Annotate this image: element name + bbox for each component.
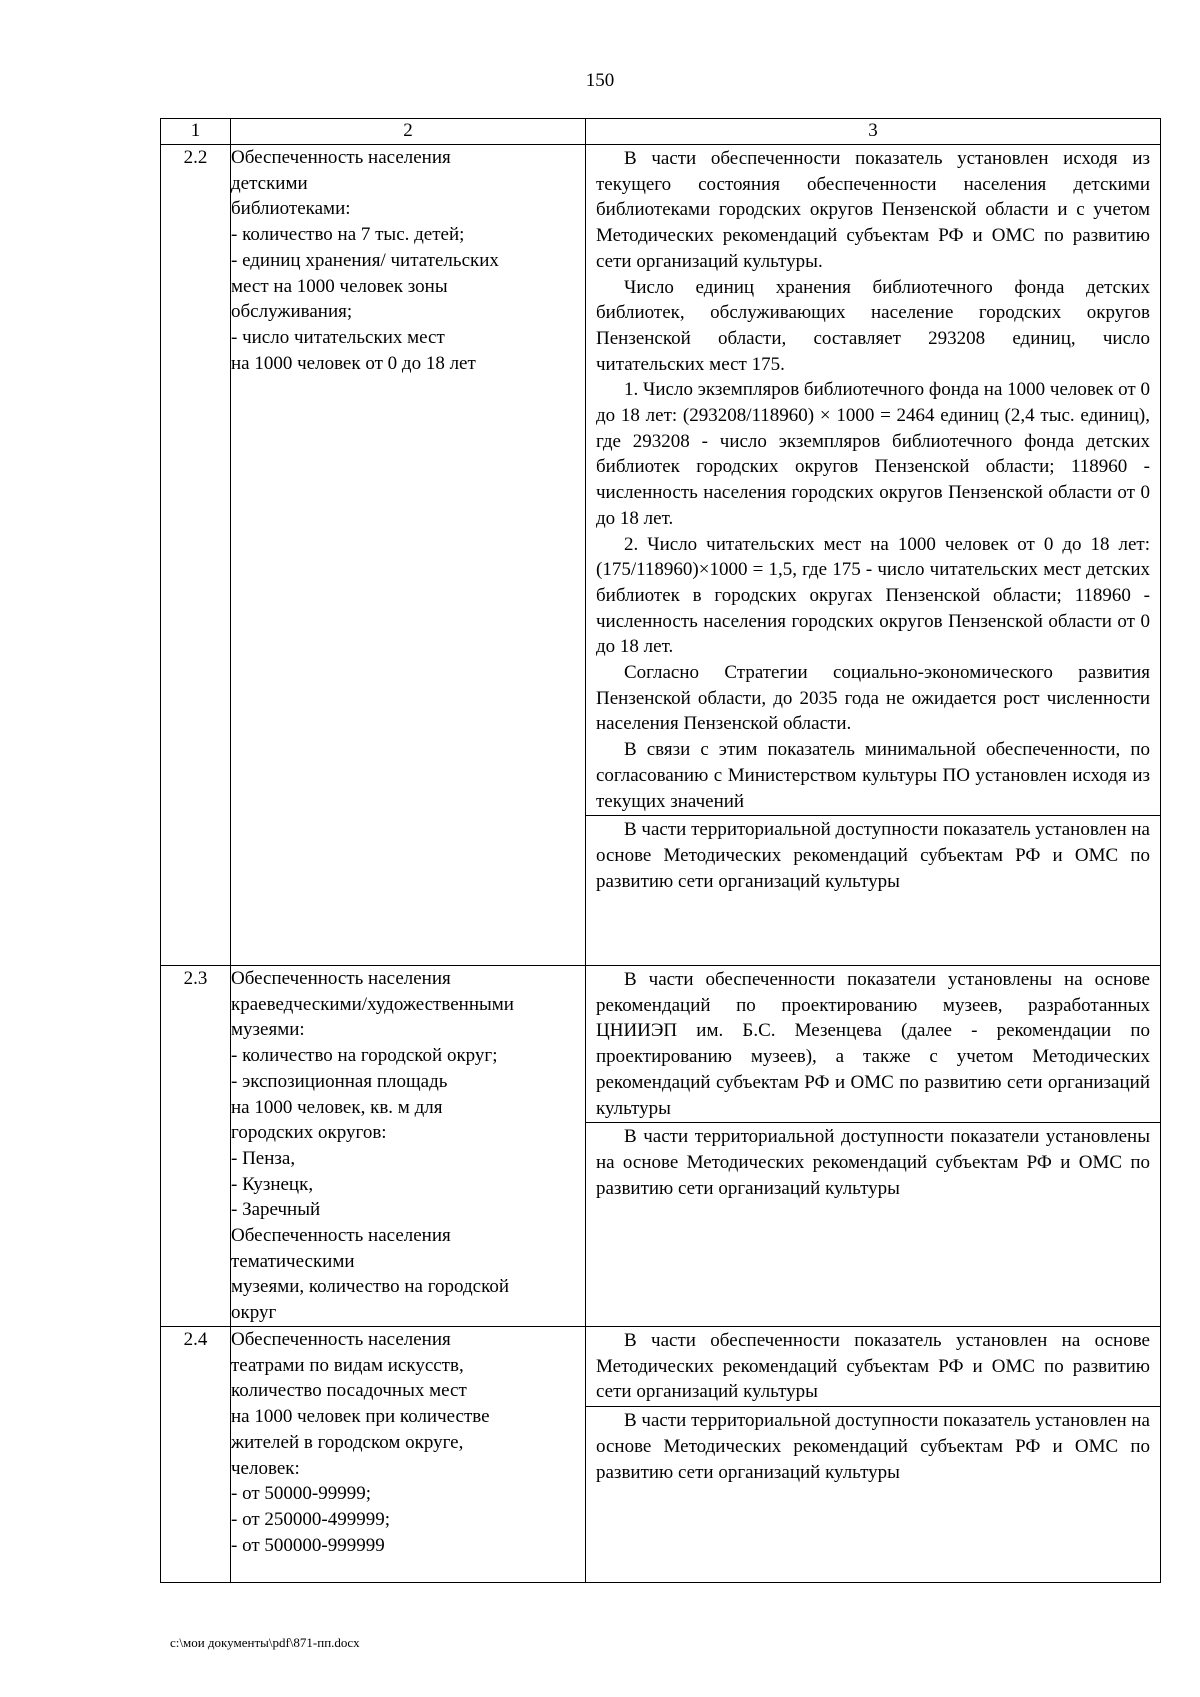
table-row <box>161 1327 1161 1583</box>
explanation-paragraph: В части обеспеченности показатели установлены на основе рекомендаций по проектированию музеев, разработанных ЦНИИЭП им. Б.С. Мезенцева (далее - рекомендации по проектированию музеев), а также с учетом Методических рекомендаций субъектам РФ и ОМС по развитию сети организаций культуры <box>596 969 1150 1119</box>
indicator-cell <box>231 966 586 1327</box>
explanation-cell <box>586 966 1161 1327</box>
indicator-line: - количество на городской округ; <box>231 1045 498 1067</box>
indicator-line: библиотеками: <box>231 198 351 220</box>
explanation-paragraph: В части территориальной доступности показатели установлены на основе Методических рекомендаций субъектам РФ и ОМС по развитию сети организаций культуры <box>596 1126 1150 1199</box>
indicator-line: - единиц хранения/ читательских <box>231 249 499 271</box>
table-header-row <box>161 119 1161 145</box>
indicator-line: жителей в городском округе, <box>231 1431 464 1453</box>
explanation-paragraph: В части территориальной доступности показатель установлен на основе Методических рекомендаций субъектам РФ и ОМС по развитию сети организаций культуры <box>596 819 1150 892</box>
indicator-line: на 1000 человек, кв. м для <box>231 1096 443 1118</box>
indicator-line: - Кузнецк, <box>231 1173 314 1195</box>
indicator-line: музеями, количество на городской <box>231 1276 510 1298</box>
indicator-line: - количество на 7 тыс. детей; <box>231 224 465 246</box>
row-number: 2.2 <box>161 145 231 966</box>
header-col-1: 1 <box>161 119 231 145</box>
indicator-line: детскими <box>231 172 308 194</box>
explanation-paragraph: 2. Число читательских мест на 1000 человек от 0 до 18 лет: (175/118960)×1000 = 1,5, где 175 - число читательских мест детских библиотек в городских округах Пензенской области; 118960 - численность населения городских округов Пензенской области от 0 до 18 лет. <box>596 533 1150 658</box>
table-row <box>161 966 1161 1327</box>
explanation-paragraph: 1. Число экземпляров библиотечного фонда на 1000 человек от 0 до 18 лет: (293208/118960) × 1000 = 2464 единиц (2,4 тыс. единиц), где 293208 - число экземпляров библиотечного фонда детских библиотек городских округов Пензенской области; 118960 - численность населения городских округов Пензенской области от 0 до 18 лет. <box>596 379 1150 529</box>
indicator-line: обслуживания; <box>231 301 353 323</box>
indicator-line: - от 250000-499999; <box>231 1508 390 1530</box>
row-number: 2.4 <box>161 1327 231 1583</box>
indicator-line: округ <box>231 1302 277 1324</box>
indicator-line: - Пенза, <box>231 1147 296 1169</box>
indicator-table <box>160 118 1161 1583</box>
indicator-line: краеведческими/художественными <box>231 993 514 1015</box>
explanation-segment-accessibility <box>586 1122 1160 1202</box>
explanation-paragraph: В части территориальной доступности показатель установлен на основе Методических рекомендаций субъектам РФ и ОМС по развитию сети организаций культуры <box>596 1410 1150 1483</box>
explanation-segment-provision <box>586 966 1160 1122</box>
explanation-segment-provision <box>586 1327 1160 1406</box>
indicator-line: человек: <box>231 1457 300 1479</box>
file-path-footer: c:\мои документы\pdf\871-пп.docx <box>170 1635 360 1650</box>
indicator-cell <box>231 1327 586 1583</box>
table-row <box>161 145 1161 966</box>
explanation-segment-accessibility <box>586 1406 1160 1486</box>
indicator-cell <box>231 145 586 966</box>
indicator-line: - от 50000-99999; <box>231 1483 371 1505</box>
indicator-line: - число читательских мест <box>231 326 445 348</box>
indicator-line: Обеспеченность населения <box>231 1329 451 1350</box>
header-col-2: 2 <box>231 119 586 145</box>
explanation-paragraph: Согласно Стратегии социально-экономического развития Пензенской области, до 2035 года не ожидается рост численности населения Пензенской области. <box>596 662 1150 735</box>
explanation-segment-accessibility <box>586 815 1160 895</box>
indicator-line: тематическими <box>231 1250 355 1272</box>
indicator-line: театрами по видам искусств, <box>231 1354 464 1376</box>
header-col-3: 3 <box>586 119 1161 145</box>
explanation-segment-provision <box>586 145 1160 815</box>
indicator-line: Обеспеченность населения <box>231 968 451 989</box>
row-number: 2.3 <box>161 966 231 1327</box>
indicator-line: количество посадочных мест <box>231 1380 467 1402</box>
explanation-paragraph: В части обеспеченности показатель установлен на основе Методических рекомендаций субъектам РФ и ОМС по развитию сети организаций культуры <box>596 1330 1150 1403</box>
indicator-line: на 1000 человек от 0 до 18 лет <box>231 352 476 374</box>
indicator-line: - экспозиционная площадь <box>231 1070 448 1092</box>
indicator-line: Обеспеченность населения <box>231 147 451 168</box>
indicator-line: - Заречный <box>231 1199 321 1221</box>
indicator-line: музеями: <box>231 1019 305 1041</box>
indicator-line: на 1000 человек при количестве <box>231 1406 490 1428</box>
indicator-line: мест на 1000 человек зоны <box>231 275 448 297</box>
indicator-line: городских округов: <box>231 1122 387 1144</box>
explanation-cell <box>586 145 1161 966</box>
explanation-paragraph: Число единиц хранения библиотечного фонда детских библиотек, обслуживающих население городских округов Пензенской области, составляет 293208 единиц, число читательских мест 175. <box>596 276 1150 375</box>
page-number: 150 <box>585 70 615 91</box>
indicator-line: - от 500000-999999 <box>231 1534 385 1556</box>
explanation-cell <box>586 1327 1161 1583</box>
explanation-paragraph: В связи с этим показатель минимальной обеспеченности, по согласованию с Министерством культуры ПО установлен исходя из текущих значений <box>596 739 1150 812</box>
explanation-paragraph: В части обеспеченности показатель установлен исходя из текущего состояния обеспеченности населения детскими библиотеками городских округов Пензенской области и с учетом Методических рекомендаций субъектам РФ и ОМС по развитию сети организаций культуры. <box>596 148 1150 272</box>
indicator-line: Обеспеченность населения <box>231 1225 451 1247</box>
